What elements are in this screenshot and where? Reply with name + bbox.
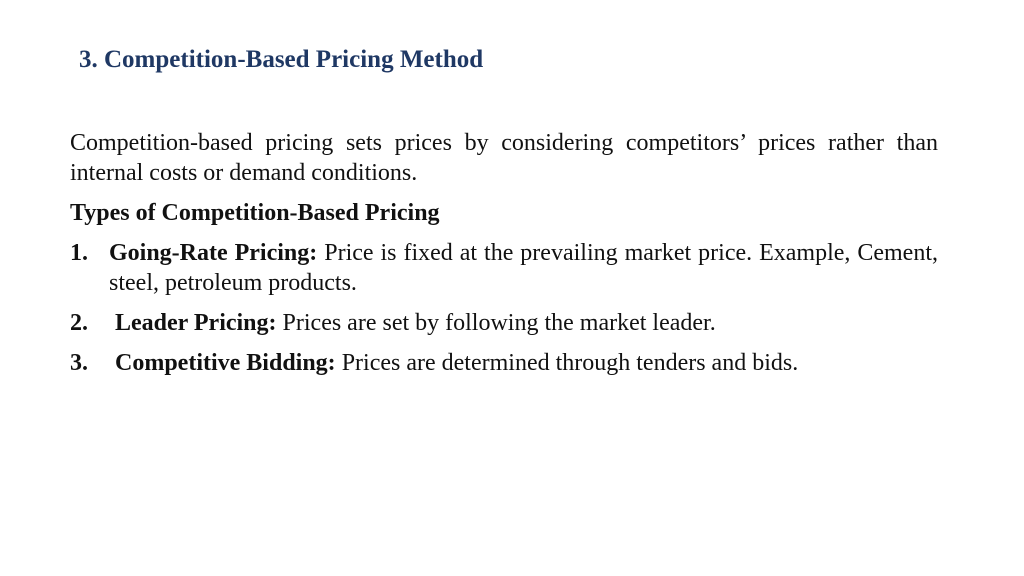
list-item-number: 1. (70, 240, 88, 266)
list-item-number: 3. (70, 350, 88, 376)
list-item-text (115, 308, 938, 338)
list-item-description: Prices are determined through tenders and bids. (335, 350, 799, 376)
list-item-description: Price is fixed at the prevailing market price. Example, Cement, steel, petroleum products. (109, 240, 939, 296)
list-item-text (115, 348, 938, 378)
list-item-term: Leader Pricing: (115, 310, 277, 336)
list-item-text (109, 238, 938, 298)
list-item-term: Going-Rate Pricing: (109, 240, 318, 266)
slide-body (70, 128, 938, 388)
types-subheading: Types of Competition-Based Pricing (70, 200, 440, 226)
intro-paragraph: Competition-based pricing sets prices by considering competitors’ prices rather than internal costs or demand conditions. (70, 130, 938, 186)
list-item-number: 2. (70, 310, 88, 336)
slide-title: 3. Competition-Based Pricing Method (79, 46, 484, 73)
list-item-bidding (70, 348, 938, 378)
list-item-going-rate (70, 238, 938, 298)
list-item-term: Competitive Bidding: (115, 350, 336, 376)
list-item-description: Prices are set by following the market leader. (276, 310, 716, 336)
list-item-leader (70, 308, 938, 338)
